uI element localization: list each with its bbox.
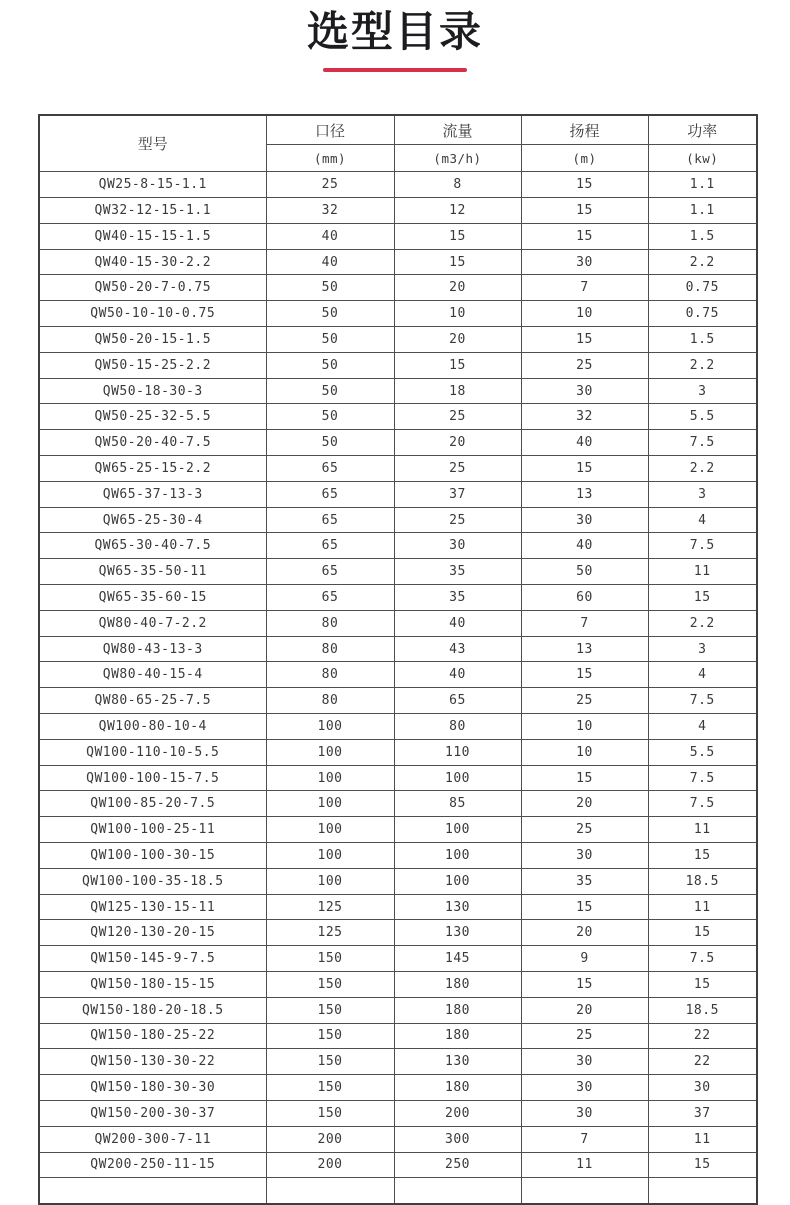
table-row [39,946,757,972]
cell-model: QW50-20-15-1.5 [39,327,266,353]
cell-flow: 20 [394,430,521,456]
cell-power: 5.5 [648,404,757,430]
col-unit-flow: (m3/h) [394,145,521,172]
cell-model: QW100-100-30-15 [39,843,266,869]
table-row [39,636,757,662]
cell-power: 22 [648,1049,757,1075]
cell-flow: 18 [394,378,521,404]
table-row [39,843,757,869]
table-row [39,430,757,456]
cell-flow: 110 [394,739,521,765]
cell-diameter: 40 [266,249,394,275]
cell-model: QW65-30-40-7.5 [39,533,266,559]
cell-diameter: 40 [266,223,394,249]
cell-model: QW32-12-15-1.1 [39,198,266,224]
table-row [39,688,757,714]
table-row [39,507,757,533]
table-row [39,172,757,198]
table-row [39,404,757,430]
cell-diameter: 50 [266,275,394,301]
cell-flow: 100 [394,868,521,894]
cell-head: 32 [521,404,648,430]
cell-head: 7 [521,610,648,636]
cell-model: QW100-80-10-4 [39,714,266,740]
cell-diameter: 65 [266,481,394,507]
cell-head: 10 [521,301,648,327]
cell-head: 15 [521,972,648,998]
cell-diameter: 150 [266,1049,394,1075]
cell-flow: 130 [394,894,521,920]
cell-flow: 65 [394,688,521,714]
cell-model: QW100-100-35-18.5 [39,868,266,894]
cell-power: 7.5 [648,430,757,456]
cell-power: 7.5 [648,533,757,559]
cell-head: 50 [521,559,648,585]
cell-model: QW65-35-50-11 [39,559,266,585]
col-unit-diameter: (mm) [266,145,394,172]
cell-model: QW200-300-7-11 [39,1126,266,1152]
table-row [39,1049,757,1075]
table-row [39,997,757,1023]
cell-model: QW65-35-60-15 [39,585,266,611]
cell-head: 15 [521,223,648,249]
cell-power: 0.75 [648,301,757,327]
cell-diameter: 100 [266,817,394,843]
cell-head: 15 [521,894,648,920]
cell-head: 20 [521,997,648,1023]
col-header-power: 功率 [648,115,757,145]
cell-power: 3 [648,481,757,507]
cell-head: 10 [521,714,648,740]
cell-flow: 37 [394,481,521,507]
cell-diameter [266,1178,394,1204]
cell-power: 7.5 [648,688,757,714]
col-unit-power: (kw) [648,145,757,172]
cell-power: 18.5 [648,997,757,1023]
table-row [39,894,757,920]
cell-head: 30 [521,1100,648,1126]
cell-diameter: 50 [266,430,394,456]
cell-power: 0.75 [648,275,757,301]
cell-power: 2.2 [648,456,757,482]
cell-model: QW65-25-15-2.2 [39,456,266,482]
table-row [39,868,757,894]
table-row [39,301,757,327]
cell-diameter: 100 [266,868,394,894]
cell-diameter: 125 [266,894,394,920]
cell-model: QW150-130-30-22 [39,1049,266,1075]
cell-head: 25 [521,688,648,714]
cell-diameter: 50 [266,404,394,430]
cell-model: QW150-200-30-37 [39,1100,266,1126]
cell-diameter: 100 [266,739,394,765]
cell-flow: 300 [394,1126,521,1152]
cell-model: QW120-130-20-15 [39,920,266,946]
cell-power: 4 [648,662,757,688]
cell-flow: 10 [394,301,521,327]
cell-power: 30 [648,1075,757,1101]
table-row [39,198,757,224]
cell-power: 7.5 [648,946,757,972]
cell-head: 30 [521,843,648,869]
cell-model: QW150-180-20-18.5 [39,997,266,1023]
cell-head: 30 [521,249,648,275]
cell-power: 7.5 [648,791,757,817]
cell-head: 9 [521,946,648,972]
cell-power: 11 [648,817,757,843]
table-row [39,1100,757,1126]
cell-flow: 40 [394,662,521,688]
cell-model: QW65-25-30-4 [39,507,266,533]
table-row [39,739,757,765]
table-row [39,972,757,998]
title-underline-accent [323,68,467,72]
cell-diameter: 65 [266,507,394,533]
cell-flow: 180 [394,997,521,1023]
cell-diameter: 50 [266,352,394,378]
cell-flow: 100 [394,765,521,791]
col-header-model: 型号 [39,115,266,172]
cell-diameter: 150 [266,997,394,1023]
col-header-head: 扬程 [521,115,648,145]
cell-flow: 100 [394,817,521,843]
cell-diameter: 80 [266,610,394,636]
table-row [39,920,757,946]
cell-model: QW40-15-15-1.5 [39,223,266,249]
cell-power: 2.2 [648,249,757,275]
cell-power: 1.1 [648,198,757,224]
cell-flow: 200 [394,1100,521,1126]
cell-head: 40 [521,430,648,456]
cell-diameter: 150 [266,1075,394,1101]
cell-model: QW150-180-25-22 [39,1023,266,1049]
cell-head: 11 [521,1152,648,1178]
cell-power: 3 [648,636,757,662]
cell-power: 11 [648,1126,757,1152]
cell-diameter: 100 [266,791,394,817]
cell-diameter: 200 [266,1126,394,1152]
cell-power: 15 [648,972,757,998]
cell-flow: 100 [394,843,521,869]
cell-head: 15 [521,765,648,791]
cell-flow: 43 [394,636,521,662]
cell-model: QW80-40-7-2.2 [39,610,266,636]
cell-diameter: 200 [266,1152,394,1178]
table-row [39,714,757,740]
table-row [39,481,757,507]
cell-model: QW100-100-15-7.5 [39,765,266,791]
cell-model: QW50-25-32-5.5 [39,404,266,430]
cell-model: QW100-100-25-11 [39,817,266,843]
cell-power: 22 [648,1023,757,1049]
cell-diameter: 125 [266,920,394,946]
cell-flow: 15 [394,352,521,378]
cell-power: 15 [648,843,757,869]
cell-model: QW40-15-30-2.2 [39,249,266,275]
cell-diameter: 100 [266,714,394,740]
cell-flow: 12 [394,198,521,224]
table-row [39,533,757,559]
cell-diameter: 65 [266,559,394,585]
cell-power: 5.5 [648,739,757,765]
cell-head: 30 [521,507,648,533]
col-header-diameter: 口径 [266,115,394,145]
cell-flow: 180 [394,972,521,998]
cell-flow: 30 [394,533,521,559]
cell-model: QW25-8-15-1.1 [39,172,266,198]
table-row [39,327,757,353]
cell-power: 11 [648,894,757,920]
cell-power: 2.2 [648,610,757,636]
cell-head: 15 [521,456,648,482]
cell-head: 25 [521,1023,648,1049]
table-row [39,1126,757,1152]
cell-diameter: 80 [266,636,394,662]
cell-diameter: 150 [266,946,394,972]
cell-head: 15 [521,198,648,224]
cell-flow: 180 [394,1023,521,1049]
cell-diameter: 150 [266,1023,394,1049]
cell-model: QW50-20-7-0.75 [39,275,266,301]
cell-flow [394,1178,521,1204]
cell-model: QW80-43-13-3 [39,636,266,662]
cell-head: 15 [521,662,648,688]
cell-flow: 35 [394,559,521,585]
cell-head: 30 [521,378,648,404]
cell-power: 1.5 [648,327,757,353]
cell-model: QW50-20-40-7.5 [39,430,266,456]
col-header-flow: 流量 [394,115,521,145]
cell-head: 35 [521,868,648,894]
cell-head: 7 [521,1126,648,1152]
cell-head: 60 [521,585,648,611]
table-row [39,223,757,249]
cell-model: QW200-250-11-15 [39,1152,266,1178]
cell-power: 11 [648,559,757,585]
cell-head: 7 [521,275,648,301]
cell-head [521,1178,648,1204]
cell-flow: 40 [394,610,521,636]
cell-head: 25 [521,817,648,843]
cell-model: QW80-40-15-4 [39,662,266,688]
table-body [39,172,757,1204]
cell-model: QW150-180-15-15 [39,972,266,998]
table-row [39,610,757,636]
cell-diameter: 50 [266,301,394,327]
cell-model: QW50-15-25-2.2 [39,352,266,378]
cell-model: QW150-180-30-30 [39,1075,266,1101]
cell-power: 37 [648,1100,757,1126]
cell-flow: 25 [394,456,521,482]
cell-diameter: 25 [266,172,394,198]
table-row [39,662,757,688]
cell-model: QW50-10-10-0.75 [39,301,266,327]
cell-diameter: 100 [266,765,394,791]
cell-model: QW150-145-9-7.5 [39,946,266,972]
cell-diameter: 150 [266,1100,394,1126]
cell-power [648,1178,757,1204]
cell-flow: 250 [394,1152,521,1178]
cell-flow: 180 [394,1075,521,1101]
cell-head: 25 [521,352,648,378]
cell-flow: 145 [394,946,521,972]
cell-flow: 85 [394,791,521,817]
table-row [39,378,757,404]
cell-head: 10 [521,739,648,765]
cell-power: 3 [648,378,757,404]
cell-flow: 25 [394,507,521,533]
cell-power: 15 [648,1152,757,1178]
table-row [39,456,757,482]
table-row [39,585,757,611]
cell-diameter: 150 [266,972,394,998]
cell-diameter: 100 [266,843,394,869]
cell-power: 2.2 [648,352,757,378]
cell-model: QW65-37-13-3 [39,481,266,507]
cell-power: 4 [648,714,757,740]
cell-head: 30 [521,1049,648,1075]
cell-head: 20 [521,920,648,946]
table-row [39,1023,757,1049]
cell-head: 15 [521,172,648,198]
cell-diameter: 80 [266,688,394,714]
cell-diameter: 65 [266,533,394,559]
cell-head: 30 [521,1075,648,1101]
cell-head: 15 [521,327,648,353]
cell-power: 15 [648,920,757,946]
cell-diameter: 80 [266,662,394,688]
cell-model [39,1178,266,1204]
cell-diameter: 32 [266,198,394,224]
table-row [39,275,757,301]
table-row [39,1075,757,1101]
cell-power: 15 [648,585,757,611]
cell-power: 1.5 [648,223,757,249]
cell-flow: 35 [394,585,521,611]
cell-flow: 15 [394,223,521,249]
cell-model: QW50-18-30-3 [39,378,266,404]
catalog-page [0,8,790,1205]
col-unit-head: (m) [521,145,648,172]
cell-flow: 80 [394,714,521,740]
cell-power: 4 [648,507,757,533]
cell-diameter: 50 [266,378,394,404]
cell-head: 13 [521,481,648,507]
cell-flow: 15 [394,249,521,275]
cell-model: QW100-110-10-5.5 [39,739,266,765]
cell-model: QW100-85-20-7.5 [39,791,266,817]
cell-diameter: 65 [266,585,394,611]
table-row [39,559,757,585]
table-header [39,115,757,172]
table-row [39,791,757,817]
table-row [39,352,757,378]
table-row [39,249,757,275]
cell-model: QW125-130-15-11 [39,894,266,920]
cell-head: 13 [521,636,648,662]
pump-selection-table [38,114,758,1205]
cell-power: 18.5 [648,868,757,894]
cell-flow: 25 [394,404,521,430]
table-row [39,817,757,843]
cell-flow: 130 [394,920,521,946]
table-row-partial [39,1178,757,1204]
cell-head: 40 [521,533,648,559]
cell-power: 1.1 [648,172,757,198]
cell-diameter: 65 [266,456,394,482]
cell-flow: 20 [394,275,521,301]
cell-flow: 8 [394,172,521,198]
cell-flow: 130 [394,1049,521,1075]
cell-head: 20 [521,791,648,817]
cell-diameter: 50 [266,327,394,353]
cell-model: QW80-65-25-7.5 [39,688,266,714]
cell-flow: 20 [394,327,521,353]
cell-power: 7.5 [648,765,757,791]
table-row [39,765,757,791]
page-title: 选型目录 [306,7,483,56]
table-row [39,1152,757,1178]
